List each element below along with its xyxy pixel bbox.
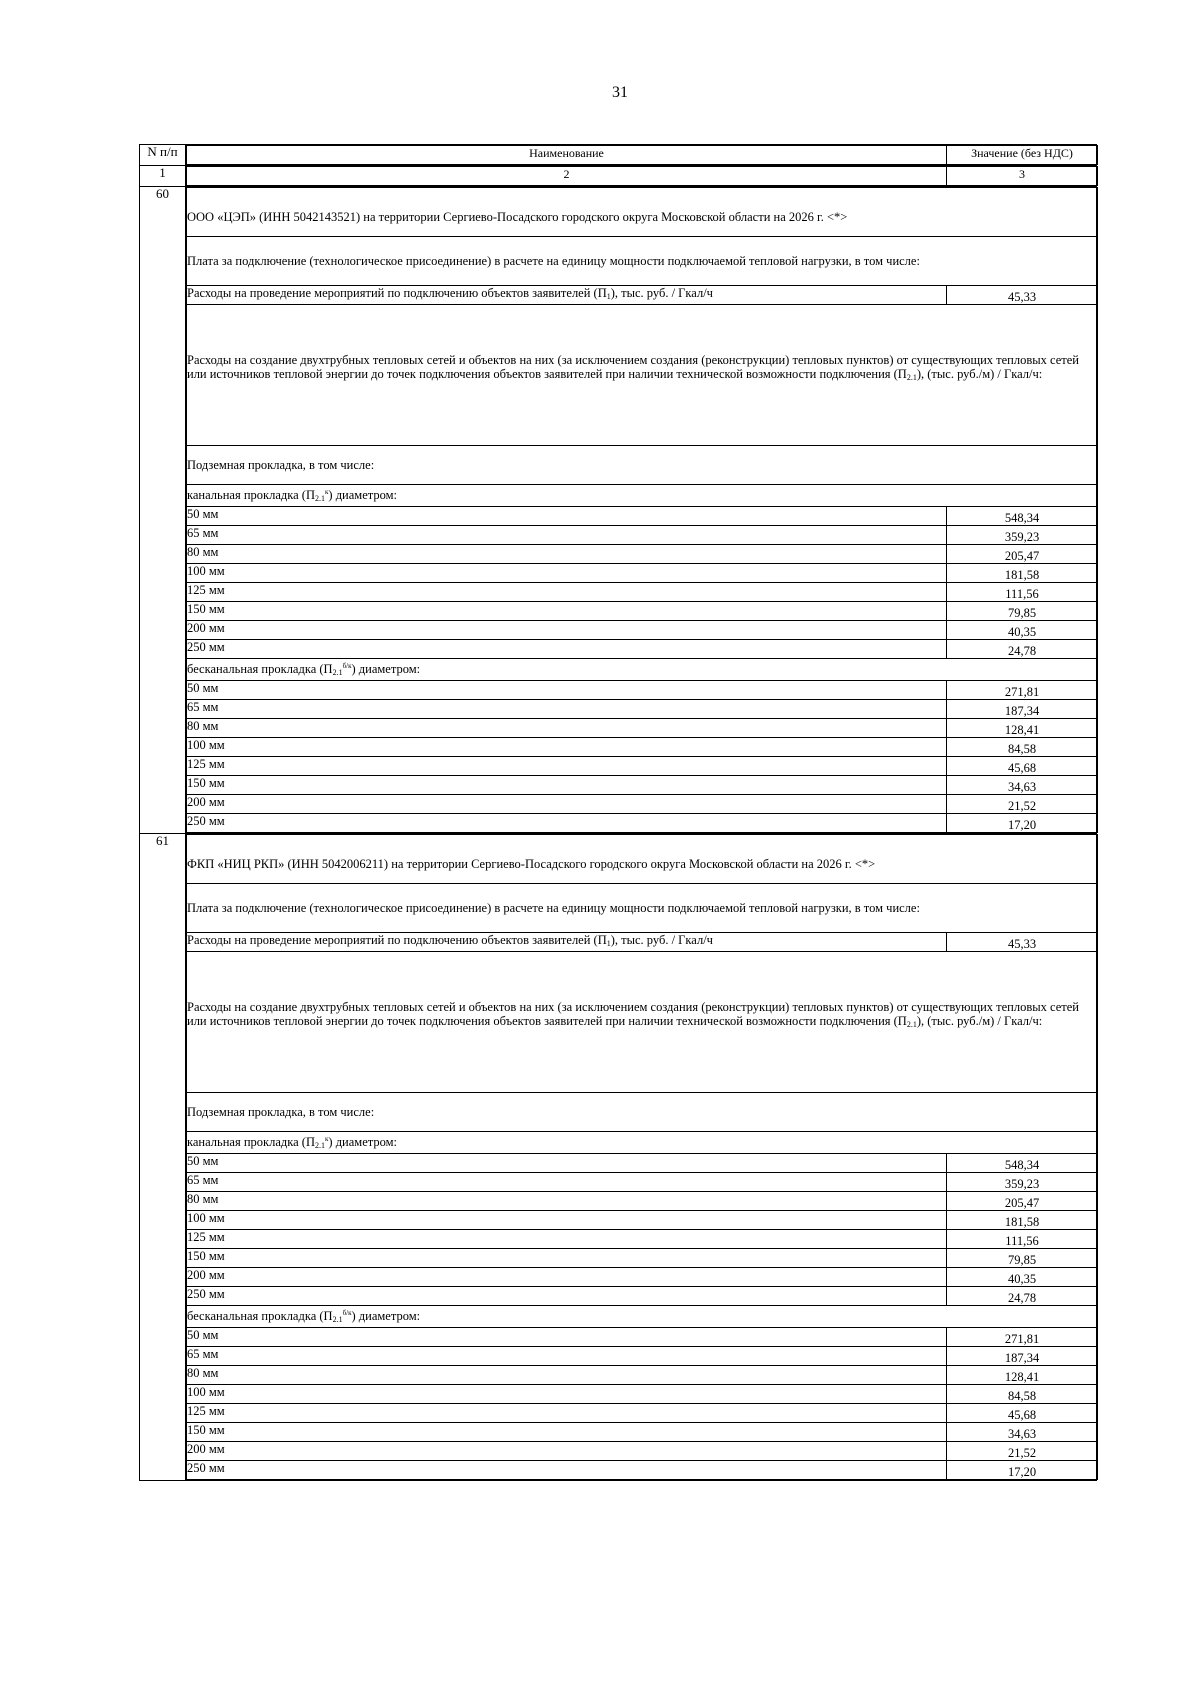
header-name: Наименование [187, 146, 947, 165]
fee-intro-row [187, 884, 1098, 933]
channel-diameter-row-label: 250 мм [187, 1287, 947, 1306]
nochannel-diameter-value: 84,58 [947, 738, 1098, 757]
channel-diameter-row [187, 1173, 1098, 1192]
channel-diameter-row-value: 548,34 [947, 1154, 1098, 1173]
channel-label: канальная прокладка $(П_{2.1}^к)$ диаметром: [187, 485, 1098, 507]
channel-diameter-row [187, 1287, 1098, 1306]
channel-diameter-row-value: 359,23 [947, 526, 1098, 545]
channel-diameter-row [187, 1211, 1098, 1230]
channel-label: канальная прокладка $(П_{2.1}^к)$ диаметром: [187, 1132, 1098, 1154]
section-title: ФКП «НИЦ РКП» (ИНН 5042006211) на территории Сергиево-Посадского городского округа Московской области на 2026 г. <*> [187, 835, 1098, 884]
channel-diameter-row-label: 250 мм [187, 640, 947, 659]
nochannel-diameter-label: 80 мм [187, 1366, 947, 1385]
channel-diameter-row [187, 526, 1098, 545]
channel-diameter-row-label: 80 мм [187, 1192, 947, 1211]
section-60 [140, 187, 1097, 834]
nochannel-diameter-label: 250 мм [187, 814, 947, 833]
p1-row [187, 286, 1098, 305]
index-row [140, 166, 1097, 187]
nochannel-diameter-row [187, 814, 1098, 833]
channel-diameter-row-value: 205,47 [947, 1192, 1098, 1211]
channel-diameter-row-label: 100 мм [187, 564, 947, 583]
p1-row-label: Расходы на проведение мероприятий по подключению объектов заявителей $(П_1)$, тыс. руб. / Гкал/ч [187, 286, 947, 305]
underground-row [187, 1093, 1098, 1132]
nochannel-diameter-value: 45,68 [947, 757, 1098, 776]
index-3: 3 [947, 167, 1098, 186]
channel-diameter-row-value: 40,35 [947, 621, 1098, 640]
channel-diameter-row-value: 111,56 [947, 583, 1098, 602]
channel-diameter-row [187, 545, 1098, 564]
nochannel-diameter-label: 100 мм [187, 738, 947, 757]
p1-row-value: 45,33 [947, 933, 1098, 952]
nochannel-diameter-row [187, 719, 1098, 738]
channel-label-row [187, 1132, 1098, 1154]
nochannel-diameter-value: 128,41 [947, 1366, 1098, 1385]
nochannel-diameter-label: 80 мм [187, 719, 947, 738]
nochannel-diameter-row [187, 1442, 1098, 1461]
channel-diameter-row-value: 181,58 [947, 564, 1098, 583]
nochannel-diameter-label: 200 мм [187, 1442, 947, 1461]
section-title: ООО «ЦЭП» (ИНН 5042143521) на территории Сергиево-Посадского городского округа Московской области на 2026 г. <*> [187, 188, 1098, 237]
section-title-row [187, 188, 1098, 237]
section-61 [140, 834, 1097, 1481]
nochannel-diameter-value: 271,81 [947, 1328, 1098, 1347]
p21-text: Расходы на создание двухтрубных тепловых сетей и объектов на них (за исключением создания (реконструкции) тепловых пунктов) от существующих тепловых сетей или источников тепловой энергии до точек подключения объектов заявителей при наличии технической возможности подключения $(П_{2.1})$, (тыс. руб./м) / Гкал/ч: [187, 305, 1098, 446]
nochannel-diameter-value: 21,52 [947, 1442, 1098, 1461]
header-row [140, 145, 1097, 166]
channel-diameter-row-value: 359,23 [947, 1173, 1098, 1192]
channel-label-row [187, 485, 1098, 507]
nochannel-diameter-value: 187,34 [947, 700, 1098, 719]
sections [140, 187, 1097, 1481]
channel-diameter-row-label: 150 мм [187, 602, 947, 621]
index-1: 1 [140, 166, 186, 187]
nochannel-label: бесканальная прокладка $(П_{2.1}^{б/к})$ диаметром: [187, 1306, 1098, 1328]
channel-diameter-row [187, 1154, 1098, 1173]
nochannel-label-row [187, 659, 1098, 681]
nochannel-diameter-row [187, 1347, 1098, 1366]
fee-intro-row [187, 237, 1098, 286]
nochannel-diameter-label: 150 мм [187, 1423, 947, 1442]
nochannel-diameter-row [187, 1328, 1098, 1347]
channel-diameter-row-value: 205,47 [947, 545, 1098, 564]
tariff-table [139, 144, 1097, 1481]
channel-diameter-row-value: 181,58 [947, 1211, 1098, 1230]
nochannel-diameter-row [187, 757, 1098, 776]
nochannel-diameter-row [187, 738, 1098, 757]
nochannel-label-row [187, 1306, 1098, 1328]
nochannel-diameter-label: 125 мм [187, 1404, 947, 1423]
nochannel-diameter-value: 271,81 [947, 681, 1098, 700]
channel-diameter-row-value: 79,85 [947, 1249, 1098, 1268]
nochannel-diameter-value: 17,20 [947, 814, 1098, 833]
channel-diameter-row [187, 583, 1098, 602]
nochannel-diameter-label: 125 мм [187, 757, 947, 776]
channel-diameter-row [187, 621, 1098, 640]
channel-diameter-row [187, 1268, 1098, 1287]
p21-row [187, 952, 1098, 1093]
nochannel-diameter-row [187, 795, 1098, 814]
channel-diameter-row-label: 65 мм [187, 526, 947, 545]
nochannel-diameter-row [187, 776, 1098, 795]
fee-intro: Плата за подключение (технологическое присоединение) в расчете на единицу мощности подключаемой тепловой нагрузки, в том числе: [187, 884, 1098, 933]
nochannel-diameter-label: 65 мм [187, 1347, 947, 1366]
nochannel-diameter-value: 128,41 [947, 719, 1098, 738]
channel-diameter-row [187, 602, 1098, 621]
channel-diameter-row [187, 564, 1098, 583]
nochannel-diameter-label: 200 мм [187, 795, 947, 814]
channel-diameter-row-value: 548,34 [947, 507, 1098, 526]
channel-diameter-row [187, 1192, 1098, 1211]
page-number: 31 [612, 84, 628, 101]
channel-diameter-row-value: 24,78 [947, 640, 1098, 659]
channel-diameter-row-label: 50 мм [187, 507, 947, 526]
nochannel-diameter-row [187, 1423, 1098, 1442]
channel-diameter-row-label: 80 мм [187, 545, 947, 564]
nochannel-diameter-label: 50 мм [187, 1328, 947, 1347]
p1-row-value: 45,33 [947, 286, 1098, 305]
channel-diameter-row-value: 79,85 [947, 602, 1098, 621]
underground-row [187, 446, 1098, 485]
channel-diameter-row-label: 200 мм [187, 1268, 947, 1287]
fee-intro: Плата за подключение (технологическое присоединение) в расчете на единицу мощности подключаемой тепловой нагрузки, в том числе: [187, 237, 1098, 286]
nochannel-diameter-value: 21,52 [947, 795, 1098, 814]
channel-diameter-row-label: 200 мм [187, 621, 947, 640]
underground-label: Подземная прокладка, в том числе: [187, 446, 1098, 485]
section-title-row [187, 835, 1098, 884]
nochannel-diameter-value: 84,58 [947, 1385, 1098, 1404]
channel-diameter-row [187, 1249, 1098, 1268]
section-number: 61 [140, 834, 186, 1481]
p1-row [187, 933, 1098, 952]
p1-row-label: Расходы на проведение мероприятий по подключению объектов заявителей $(П_1)$, тыс. руб. / Гкал/ч [187, 933, 947, 952]
channel-diameter-row-label: 100 мм [187, 1211, 947, 1230]
nochannel-diameter-value: 34,63 [947, 776, 1098, 795]
p21-text: Расходы на создание двухтрубных тепловых сетей и объектов на них (за исключением создания (реконструкции) тепловых пунктов) от существующих тепловых сетей или источников тепловой энергии до точек подключения объектов заявителей при наличии технической возможности подключения $(П_{2.1})$, (тыс. руб./м) / Гкал/ч: [187, 952, 1098, 1093]
channel-diameter-row [187, 507, 1098, 526]
nochannel-diameter-row [187, 681, 1098, 700]
nochannel-diameter-label: 250 мм [187, 1461, 947, 1480]
header-value: Значение (без НДС) [947, 146, 1098, 165]
header-num: N п/п [140, 145, 186, 166]
nochannel-diameter-value: 34,63 [947, 1423, 1098, 1442]
nochannel-diameter-row [187, 1385, 1098, 1404]
p21-row [187, 305, 1098, 446]
nochannel-diameter-label: 65 мм [187, 700, 947, 719]
nochannel-label: бесканальная прокладка $(П_{2.1}^{б/к})$ диаметром: [187, 659, 1098, 681]
nochannel-diameter-row [187, 700, 1098, 719]
nochannel-diameter-value: 45,68 [947, 1404, 1098, 1423]
channel-diameter-row-label: 150 мм [187, 1249, 947, 1268]
channel-diameter-row-label: 125 мм [187, 1230, 947, 1249]
channel-diameter-row [187, 640, 1098, 659]
nochannel-diameter-label: 50 мм [187, 681, 947, 700]
nochannel-diameter-label: 150 мм [187, 776, 947, 795]
nochannel-diameter-label: 100 мм [187, 1385, 947, 1404]
index-2: 2 [187, 167, 947, 186]
channel-diameter-row-label: 65 мм [187, 1173, 947, 1192]
nochannel-diameter-row [187, 1366, 1098, 1385]
channel-diameter-row-label: 50 мм [187, 1154, 947, 1173]
channel-diameter-row-label: 125 мм [187, 583, 947, 602]
channel-diameter-row-value: 40,35 [947, 1268, 1098, 1287]
nochannel-diameter-row [187, 1461, 1098, 1480]
channel-diameter-row-value: 111,56 [947, 1230, 1098, 1249]
channel-diameter-row-value: 24,78 [947, 1287, 1098, 1306]
nochannel-diameter-row [187, 1404, 1098, 1423]
nochannel-diameter-value: 17,20 [947, 1461, 1098, 1480]
channel-diameter-row [187, 1230, 1098, 1249]
nochannel-diameter-value: 187,34 [947, 1347, 1098, 1366]
section-number: 60 [140, 187, 186, 834]
underground-label: Подземная прокладка, в том числе: [187, 1093, 1098, 1132]
